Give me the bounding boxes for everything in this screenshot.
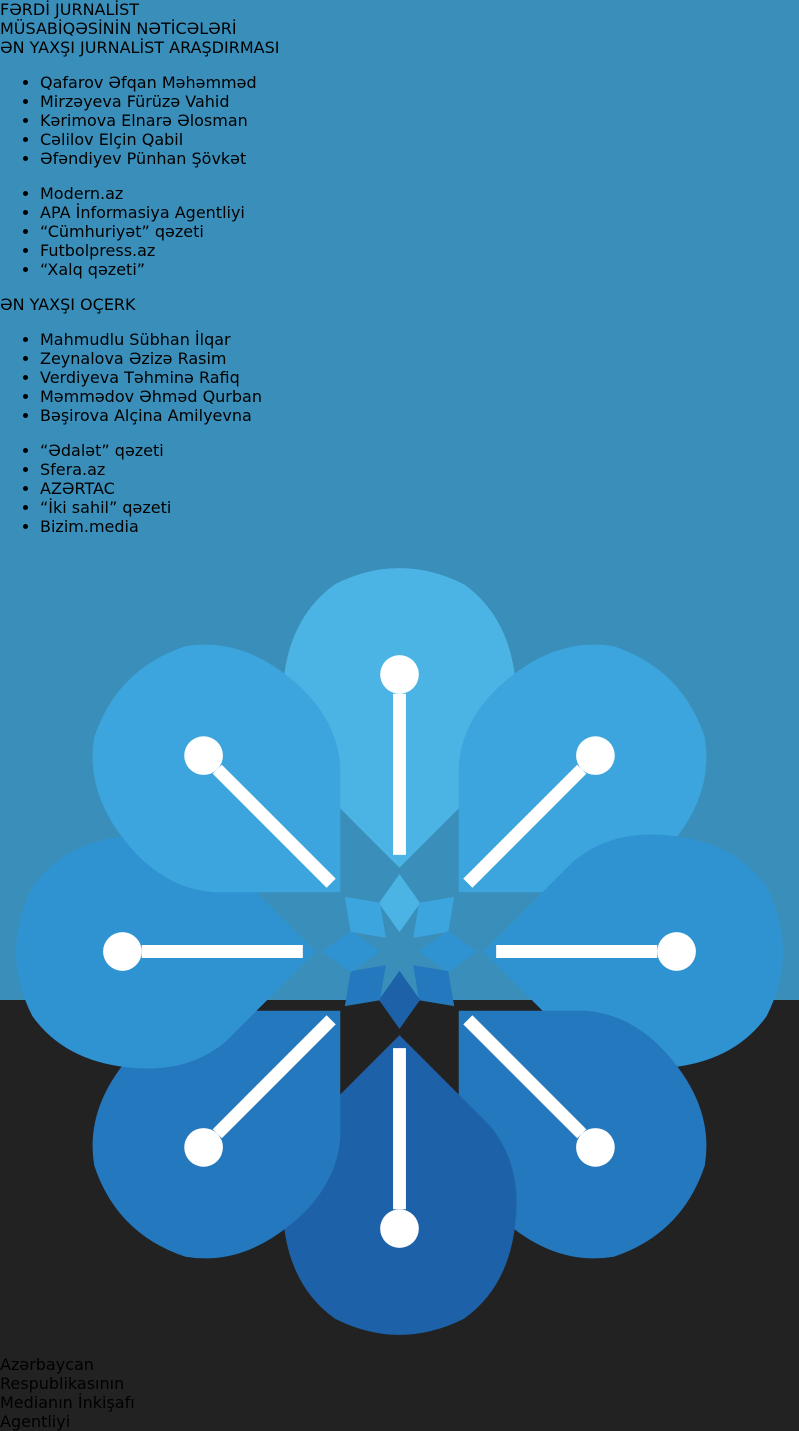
- winner-outlet: • “İki sahil” qəzeti: [40, 498, 799, 517]
- winner-outlet: • APA İnformasiya Agentliyi: [40, 203, 799, 222]
- title-line-1: FƏRDİ JURNALİST: [0, 0, 140, 19]
- card-header-tab: ƏN YAXŞI OÇERK: [0, 295, 136, 314]
- winner-outlet: • “Cümhuriyət” qəzeti: [40, 222, 799, 241]
- winner-name: • Cəlilov Elçin Qabil: [40, 130, 799, 149]
- winner-name: • Zeynalova Əzizə Rasim: [40, 349, 799, 368]
- title-line-2: MÜSABİQƏSİNİN NƏTİCƏLƏRİ: [0, 19, 237, 38]
- agency-name-line: Respublikasının: [0, 1374, 125, 1393]
- winner-outlet: • “Ədalət” qəzeti: [40, 441, 799, 460]
- winner-name: • Əfəndiyev Pünhan Şövkət: [40, 149, 799, 168]
- agency-name: [0, 1355, 799, 1431]
- agency-name-line: Agentliyi: [0, 1412, 71, 1431]
- winner-name: • Mirzəyeva Fürüzə Vahid: [40, 92, 799, 111]
- winner-name: • Bəşirova Alçina Amilyevna: [40, 406, 799, 425]
- agency-name-line: Medianın İnkişafı: [0, 1393, 135, 1412]
- winner-name: • Kərimova Elnarə Əlosman: [40, 111, 799, 130]
- winner-name: • Məmmədov Əhməd Qurban: [40, 387, 799, 406]
- winner-outlet: • Futbolpress.az: [40, 241, 799, 260]
- winner-name: • Verdiyeva Təhminə Rafiq: [40, 368, 799, 387]
- winner-outlet: • Sfera.az: [40, 460, 799, 479]
- winner-outlet: • Bizim.media: [40, 517, 799, 536]
- winner-outlet: • “Xalq qəzeti”: [40, 260, 799, 279]
- agency-name-line: Azərbaycan: [0, 1355, 94, 1374]
- winner-outlet: • AZƏRTAC: [40, 479, 799, 498]
- winner-name: • Qafarov Əfqan Məhəmməd: [40, 73, 799, 92]
- winner-name: • Mahmudlu Sübhan İlqar: [40, 330, 799, 349]
- winner-outlet: • Modern.az: [40, 184, 799, 203]
- card-header-tab: ƏN YAXŞI JURNALİST ARAŞDIRMASI: [0, 38, 280, 57]
